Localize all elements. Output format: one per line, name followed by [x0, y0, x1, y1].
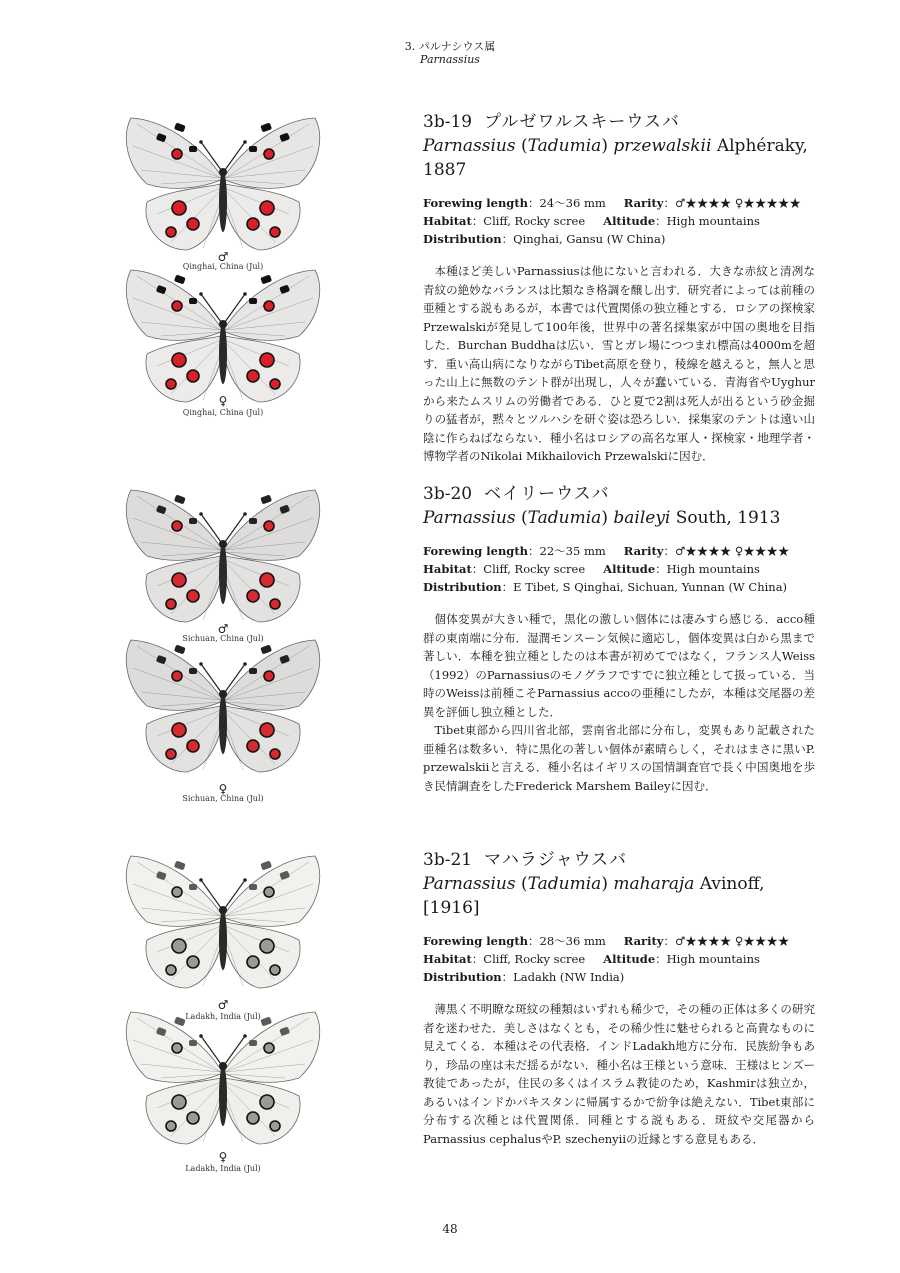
- sci-subgenus: Tadumia: [527, 508, 602, 528]
- specimen-sex: ♀: [218, 394, 228, 408]
- forewing-value: ：22〜35 mm: [528, 544, 606, 558]
- japanese-name: マハラジャウスバ: [484, 850, 628, 870]
- meta-line-1: [423, 932, 815, 950]
- habitat-value: ：Cliff, Rocky scree: [471, 952, 586, 966]
- sci-subgenus: Tadumia: [527, 136, 602, 156]
- species-number: 3b-19: [423, 112, 473, 132]
- rarity-label: Rarity: [623, 544, 664, 558]
- body-text: [423, 610, 815, 795]
- butterfly-illustration: [117, 262, 329, 412]
- meta-line-1: [423, 542, 815, 560]
- altitude-value: ：High mountains: [655, 214, 760, 228]
- running-head: [0, 40, 900, 66]
- distribution-label: Distribution: [423, 580, 502, 594]
- sci-species: maharaja: [613, 874, 695, 894]
- rarity-value: ：♂★★★★ ♀★★★★: [663, 934, 790, 948]
- butterfly-specimen-image: [108, 848, 338, 998]
- butterfly-specimen-image: [108, 110, 338, 260]
- species-number: 3b-21: [423, 850, 473, 870]
- sci-genus: Parnassius: [423, 508, 516, 528]
- sci-genus: Parnassius: [423, 136, 516, 156]
- forewing-label: Forewing length: [423, 196, 529, 210]
- sci-species: baileyi: [613, 508, 671, 528]
- genus-subtitle: Parnassius: [420, 53, 480, 66]
- sci-subgenus: Tadumia: [527, 874, 602, 894]
- specimen-sex: ♂: [217, 998, 229, 1012]
- species-number: 3b-20: [423, 484, 473, 504]
- sci-genus: Parnassius: [423, 874, 516, 894]
- specimen-sex: ♂: [217, 622, 229, 636]
- altitude-value: ：High mountains: [655, 562, 760, 576]
- specimen-sex: ♀: [218, 782, 228, 796]
- habitat-value: ：Cliff, Rocky scree: [471, 214, 586, 228]
- scientific-name: Parnassius (Tadumia) przewalskii Alphéraky, 1887: [423, 136, 808, 180]
- specimen-locality: Ladakh, India (Jul): [185, 1012, 261, 1021]
- butterfly-specimen-image: [108, 1004, 338, 1154]
- meta-line-2: [423, 560, 815, 578]
- rarity-label: Rarity: [623, 196, 664, 210]
- altitude-label: Altitude: [603, 214, 656, 228]
- distribution-value: ：E Tibet, S Qinghai, Sichuan, Yunnan (W China): [501, 580, 788, 594]
- paragraph: 薄黒く不明瞭な斑紋の種類はいずれも稀少で，その種の正体は多くの研究者を迷わせた．美しさはなくとも，その稀少性に魅せられると高貴なものに見えてくる．本種はその代表格．インドLadakh地方に分布．民族紛争もあり，珍品の座は未だ揺るがない．種小名は王様という意味．王様はヒンズー教徒であったが，住民の多くはイスラム教徒のため，Kashmirは独立か，あるいはインドかパキスタンに帰属するかで紛争は絶えない．Tibet東部に分布する次種とは代置関係．同種とする説もある．斑紋や交尾器からParnassius cephalusやP. szechenyiiの近縁とする意見もある．: [423, 1002, 815, 1146]
- species-heading: [423, 482, 815, 506]
- japanese-name: プルゼワルスキーウスバ: [484, 112, 680, 132]
- specimen-locality: Sichuan, China (Jul): [182, 794, 264, 803]
- species-heading: [423, 110, 815, 134]
- scientific-name: Parnassius (Tadumia) maharaja Avinoff, [1916]: [423, 874, 765, 918]
- paragraph: 本種ほど美しいParnassiusは他にないと言われる．大きな赤紋と清冽な青紋の絶妙なバランスは比類なき格調を醸し出す．研究者によっては前種の亜種とする説もあるが，本書では代置関係の独立種とする．ロシアの探検家Przewalskiが発見して100年後，世界中の著名採集家が中国の奥地を目指した．Burchan Buddhaは広い．雪とガレ場につつまれ標高は4000mを超す．重い高山病になりながらTibet高原を登り，稜線を越えると，無人と思った山上に無数のテント群が出現し，人々が蠢いている．青海省やUyghurから来たムスリムの労働者である．ひと夏で2割は死人が出るという砂金掘りの猛者が，黙々とツルハシを研ぐ姿は恐ろしい．採集家のテントは遠い山陰に作らねばならない．種小名はロシアの高名な軍人・探検家・地理学者・博物学者のNikolai Mikhailovich Przewalskiに因む．: [423, 264, 815, 463]
- japanese-name: ベイリーウスバ: [484, 484, 610, 504]
- butterfly-specimen-image: [108, 262, 338, 412]
- meta-line-3: [423, 968, 815, 986]
- rarity-label: Rarity: [623, 934, 664, 948]
- specimen-sex: ♂: [217, 250, 229, 264]
- body-text: [423, 1000, 815, 1148]
- habitat-label: Habitat: [423, 952, 472, 966]
- specimen-locality: Ladakh, India (Jul): [185, 1164, 261, 1173]
- author: Avinoff, [1916]: [423, 874, 765, 918]
- distribution-value: ：Ladakh (NW India): [501, 970, 625, 984]
- butterfly-illustration: [117, 848, 329, 998]
- sci-species: przewalskii: [613, 136, 712, 156]
- paragraph: 個体変異が大きい種で，黒化の激しい個体には凄みすら感じる．acco種群の東南端に分布．湿潤モンスーン気候に適応し，個体変異は白から黒まで著しい．本種を独立種としたのは本書が初めてではなく，フランス人Weiss（1992）のParnassiusのモノグラフですでに独立種として扱っている．当時のWeissは前種こそParnassius accoの亜種にしたが，本種は交尾器の差異を評価し独立種とした．: [423, 612, 815, 719]
- meta-line-3: [423, 230, 815, 248]
- species-description: [423, 482, 815, 795]
- meta-line-2: [423, 212, 815, 230]
- habitat-label: Habitat: [423, 214, 472, 228]
- species-description: [423, 848, 815, 1148]
- butterfly-illustration: [117, 110, 329, 260]
- author: South, 1913: [675, 508, 781, 528]
- distribution-value: ：Qinghai, Gansu (W China): [501, 232, 666, 246]
- scientific-name: Parnassius (Tadumia) baileyi South, 1913: [423, 508, 781, 528]
- species-heading: [423, 848, 815, 872]
- forewing-value: ：28〜36 mm: [528, 934, 606, 948]
- meta-line-1: [423, 194, 815, 212]
- distribution-label: Distribution: [423, 970, 502, 984]
- altitude-label: Altitude: [603, 562, 656, 576]
- altitude-label: Altitude: [603, 952, 656, 966]
- butterfly-illustration: [117, 1004, 329, 1154]
- butterfly-illustration: [117, 632, 329, 782]
- habitat-label: Habitat: [423, 562, 472, 576]
- meta-line-2: [423, 950, 815, 968]
- forewing-value: ：24〜36 mm: [528, 196, 606, 210]
- butterfly-specimen-image: [108, 632, 338, 782]
- specimen-sex: ♀: [218, 1150, 228, 1164]
- meta-line-3: [423, 578, 815, 596]
- habitat-value: ：Cliff, Rocky scree: [471, 562, 586, 576]
- butterfly-specimen-image: [108, 482, 338, 632]
- body-text: [423, 262, 815, 466]
- rarity-value: ：♂★★★★ ♀★★★★: [663, 544, 790, 558]
- specimen-locality: Qinghai, China (Jul): [182, 408, 264, 417]
- specimen-locality: Sichuan, China (Jul): [182, 634, 264, 643]
- specimen-locality: Qinghai, China (Jul): [182, 262, 264, 271]
- altitude-value: ：High mountains: [655, 952, 760, 966]
- author: Alphéraky, 1887: [423, 136, 808, 180]
- rarity-value: ：♂★★★★ ♀★★★★★: [663, 196, 801, 210]
- chapter-title: 3. パルナシウス属: [404, 40, 496, 53]
- butterfly-illustration: [117, 482, 329, 632]
- page-number: 48: [442, 1222, 458, 1236]
- species-description: [423, 110, 815, 466]
- forewing-label: Forewing length: [423, 934, 529, 948]
- distribution-label: Distribution: [423, 232, 502, 246]
- forewing-label: Forewing length: [423, 544, 529, 558]
- paragraph: Tibet東部から四川省北部，雲南省北部に分布し，変異もあり記載された亜種名は数多い．特に黒化の著しい個体が素晴らしく，それはまさに黒いP. przewalskiiと言える．種小名はイギリスの国情調査官で長く中国奥地を歩き民情調査をしたFrederick Marshem Baileyに因む．: [423, 723, 815, 793]
